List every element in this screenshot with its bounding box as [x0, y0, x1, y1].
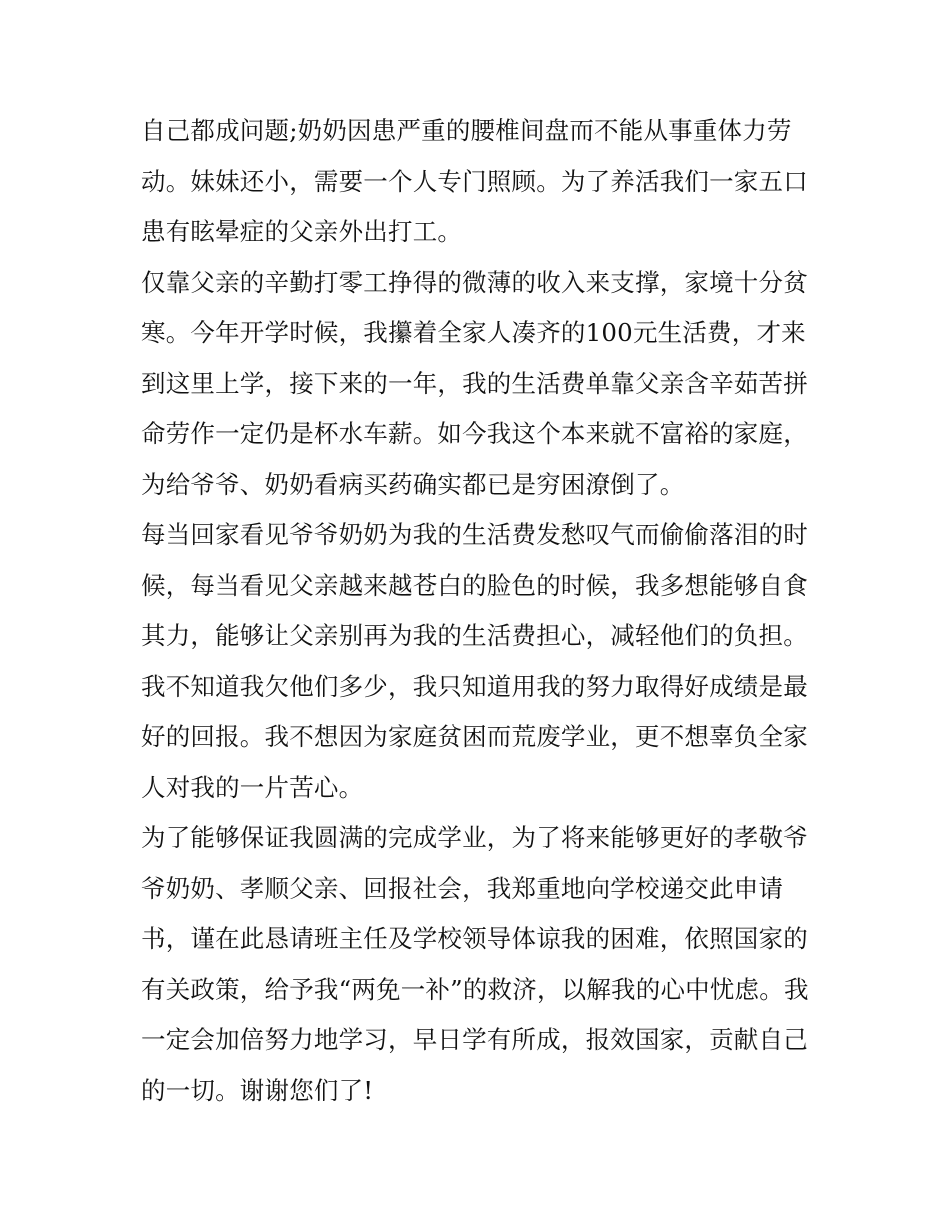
body-text	[141, 106, 821, 1116]
text-line: 其力，能够让父亲别再为我的生活费担心，减轻他们的负担。	[141, 621, 808, 650]
text-line: 候，每当看见父亲越来越苍白的脸色的时候，我多想能够自食	[141, 570, 808, 600]
text-line: 的一切。谢谢您们了!	[141, 1075, 374, 1105]
text-line: 有关政策，给予我“两免一补”的救济，以解我的心中忧虑。我	[141, 974, 809, 1004]
text-line: 每当回家看见爷爷奶奶为我的生活费发愁叹气而偷偷落泪的时	[141, 520, 808, 549]
text-line: 好的回报。我不想因为家庭贫困而荒废学业，更不想辜负全家	[141, 722, 808, 751]
text-line: 人对我的一片苦心。	[141, 772, 364, 802]
text-line: 到这里上学，接下来的一年，我的生活费单靠父亲含辛茹苦拼	[141, 368, 808, 398]
text-line: 命劳作一定仍是杯水车薪。如今我这个本来就不富裕的家庭，	[141, 419, 808, 448]
text-line: 一定会加倍努力地学习，早日学有所成，报效国家，贡献自己	[141, 1025, 808, 1054]
text-line: 自己都成问题;奶奶因患严重的腰椎间盘而不能从事重体力劳	[141, 116, 792, 145]
text-line: 动。妹妹还小，需要一个人专门照顾。为了养活我们一家五口	[141, 166, 808, 196]
text-line: 爷奶奶、孝顺父亲、回报社会，我郑重地向学校递交此申请	[141, 873, 784, 903]
text-line: 寒。今年开学时候，我攥着全家人凑齐的100元生活费，才来	[141, 318, 806, 347]
text-line: 我不知道我欠他们多少，我只知道用我的努力取得好成绩是最	[141, 671, 808, 701]
text-line: 仅靠父亲的辛勤打零工挣得的微薄的收入来支撑，家境十分贫	[141, 267, 808, 297]
text-line: 为了能够保证我圆满的完成学业，为了将来能够更好的孝敬爷	[141, 823, 808, 852]
text-line: 患有眩晕症的父亲外出打工。	[141, 217, 463, 246]
text-line: 为给爷爷、奶奶看病买药确实都已是穷困潦倒了。	[141, 469, 685, 499]
text-line: 书，谨在此恳请班主任及学校领导体谅我的困难，依照国家的	[141, 924, 808, 953]
